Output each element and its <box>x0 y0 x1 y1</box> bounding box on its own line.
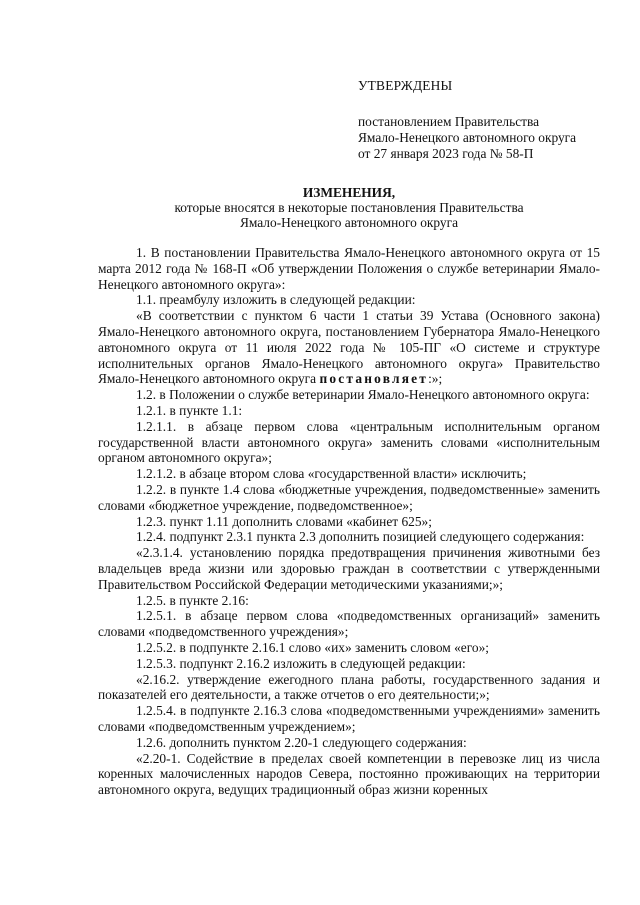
approval-stamp <box>358 78 618 162</box>
document-title: ИЗМЕНЕНИЯ, <box>302 185 396 200</box>
paragraph-2-20-1: «2.20-1. Содействие в пределах своей компетенции в перевозке лиц из числа коренных малочисленных народов Севера, постоянно проживающих на территории автономного округа, ведущих традиционный образ жизни коренных <box>98 750 600 798</box>
document-subtitle-1: которые вносятся в некоторые постановления Правительства <box>174 200 524 215</box>
approval-line-2: Ямало-Ненецкого автономного округа <box>358 130 577 145</box>
preamble-tail: :»; <box>428 371 443 387</box>
document-subtitle-2: Ямало-Ненецкого автономного округа <box>239 215 459 230</box>
document-body <box>98 245 600 798</box>
paragraph-1-2-5-4: 1.2.5.4. в подпункте 2.16.3 слова «подведомственными учреждениями» заменить словами «подведомственным учреждением»; <box>98 703 600 734</box>
paragraph-preamble <box>98 308 600 387</box>
paragraph-1-2-1: 1.2.1. в пункте 1.1: <box>136 402 243 418</box>
approval-title: УТВЕРЖДЕНЫ <box>358 78 453 93</box>
paragraph-1-1: 1.1. преамбулу изложить в следующей редакции: <box>136 292 416 308</box>
document-heading <box>98 185 600 230</box>
preamble-emphasis: постановляет <box>319 371 429 387</box>
approval-line-3: от 27 января 2023 года № 58-П <box>358 146 534 161</box>
paragraph-2-16-2: «2.16.2. утверждение ежегодного плана работы, государственного задания и показателей его деятельности, а также отчетов о его деятельности;»; <box>98 671 600 703</box>
paragraph-1-2: 1.2. в Положении о службе ветеринарии Ямало-Ненецкого автономного округа: <box>136 387 590 403</box>
paragraph-1-2-5-3: 1.2.5.3. подпункт 2.16.2 изложить в следующей редакции: <box>136 655 466 671</box>
paragraph-1: 1. В постановлении Правительства Ямало-Ненецкого автономного округа от 15 марта 2012 года № 168-П «Об утверждении Положения о службе ветеринарии Ямало-Ненецкого автономного округа»: <box>98 245 600 292</box>
paragraph-1-2-2: 1.2.2. в пункте 1.4 слова «бюджетные учреждения, подведомственные» заменить словами «бюджетное учреждение, подведомственное»; <box>98 481 600 513</box>
paragraph-2-3-1-4: «2.3.1.4. установлению порядка предотвращения причинения животными без владельцев вреда жизни или здоровью граждан в соответствии с утвержденными Правительством Российской Федерации методическими указаниями;»; <box>98 545 600 592</box>
paragraph-1-2-3: 1.2.3. пункт 1.11 дополнить словами «кабинет 625»; <box>136 513 432 529</box>
paragraph-1-2-4: 1.2.4. подпункт 2.3.1 пункта 2.3 дополнить позицией следующего содержания: <box>136 529 585 545</box>
paragraph-1-2-1-1: 1.2.1.1. в абзаце первом слова «центральным исполнительным органом государственной власти автономного округа» заменить словами «исполнительным органом автономного округа»; <box>98 418 600 466</box>
paragraph-1-2-1-2: 1.2.1.2. в абзаце втором слова «государственной власти» исключить; <box>136 466 527 482</box>
paragraph-1-2-5-1: 1.2.5.1. в абзаце первом слова «подведомственных организаций» заменить словами «подведомственного учреждения»; <box>98 608 600 640</box>
preamble-text: «В соответствии с пунктом 6 части 1 статьи 39 Устава (Основного закона) Ямало-Ненецкого автономного округа, постановлением Губернатора Ямало-Ненецкого автономного округа от 11 июля 2022 года № 105-ПГ «О системе и структуре исполнительных органов Ямало-Ненецкого автономного округа» Правительство Ямало-Ненецкого автономного округа <box>98 308 600 387</box>
paragraph-1-2-6: 1.2.6. дополнить пунктом 2.20-1 следующего содержания: <box>136 734 467 750</box>
paragraph-1-2-5: 1.2.5. в пункте 2.16: <box>136 592 249 608</box>
paragraph-1-2-5-2: 1.2.5.2. в подпункте 2.16.1 слово «их» заменить словом «его»; <box>136 639 490 655</box>
approval-line-1: постановлением Правительства <box>358 114 540 129</box>
